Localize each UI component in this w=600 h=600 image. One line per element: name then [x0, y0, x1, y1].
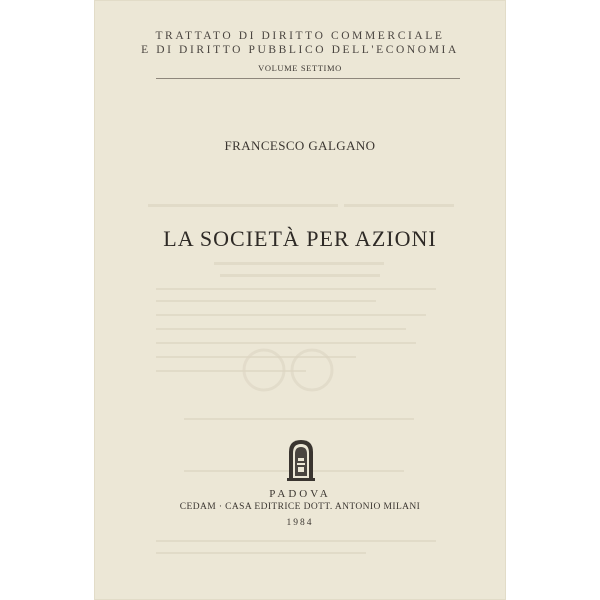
book-title: LA SOCIETÀ PER AZIONI	[163, 226, 437, 251]
header-rule	[156, 78, 460, 79]
series-title-line-1: TRATTATO DI DIRITTO COMMERCIALE	[155, 30, 445, 42]
author-name: FRANCESCO GALGANO	[224, 138, 376, 153]
volume-label: VOLUME SETTIMO	[258, 63, 342, 73]
imprint-publisher: CEDAM · CASA EDITRICE DOTT. ANTONIO MILANI	[179, 502, 421, 512]
imprint-city: PADOVA	[269, 488, 331, 500]
imprint-year: 1984	[286, 518, 314, 528]
series-title-line-2: E DI DIRITTO PUBBLICO DELL'ECONOMIA	[141, 44, 459, 56]
publisher-emblem-icon	[286, 438, 316, 482]
title-page	[94, 0, 506, 600]
